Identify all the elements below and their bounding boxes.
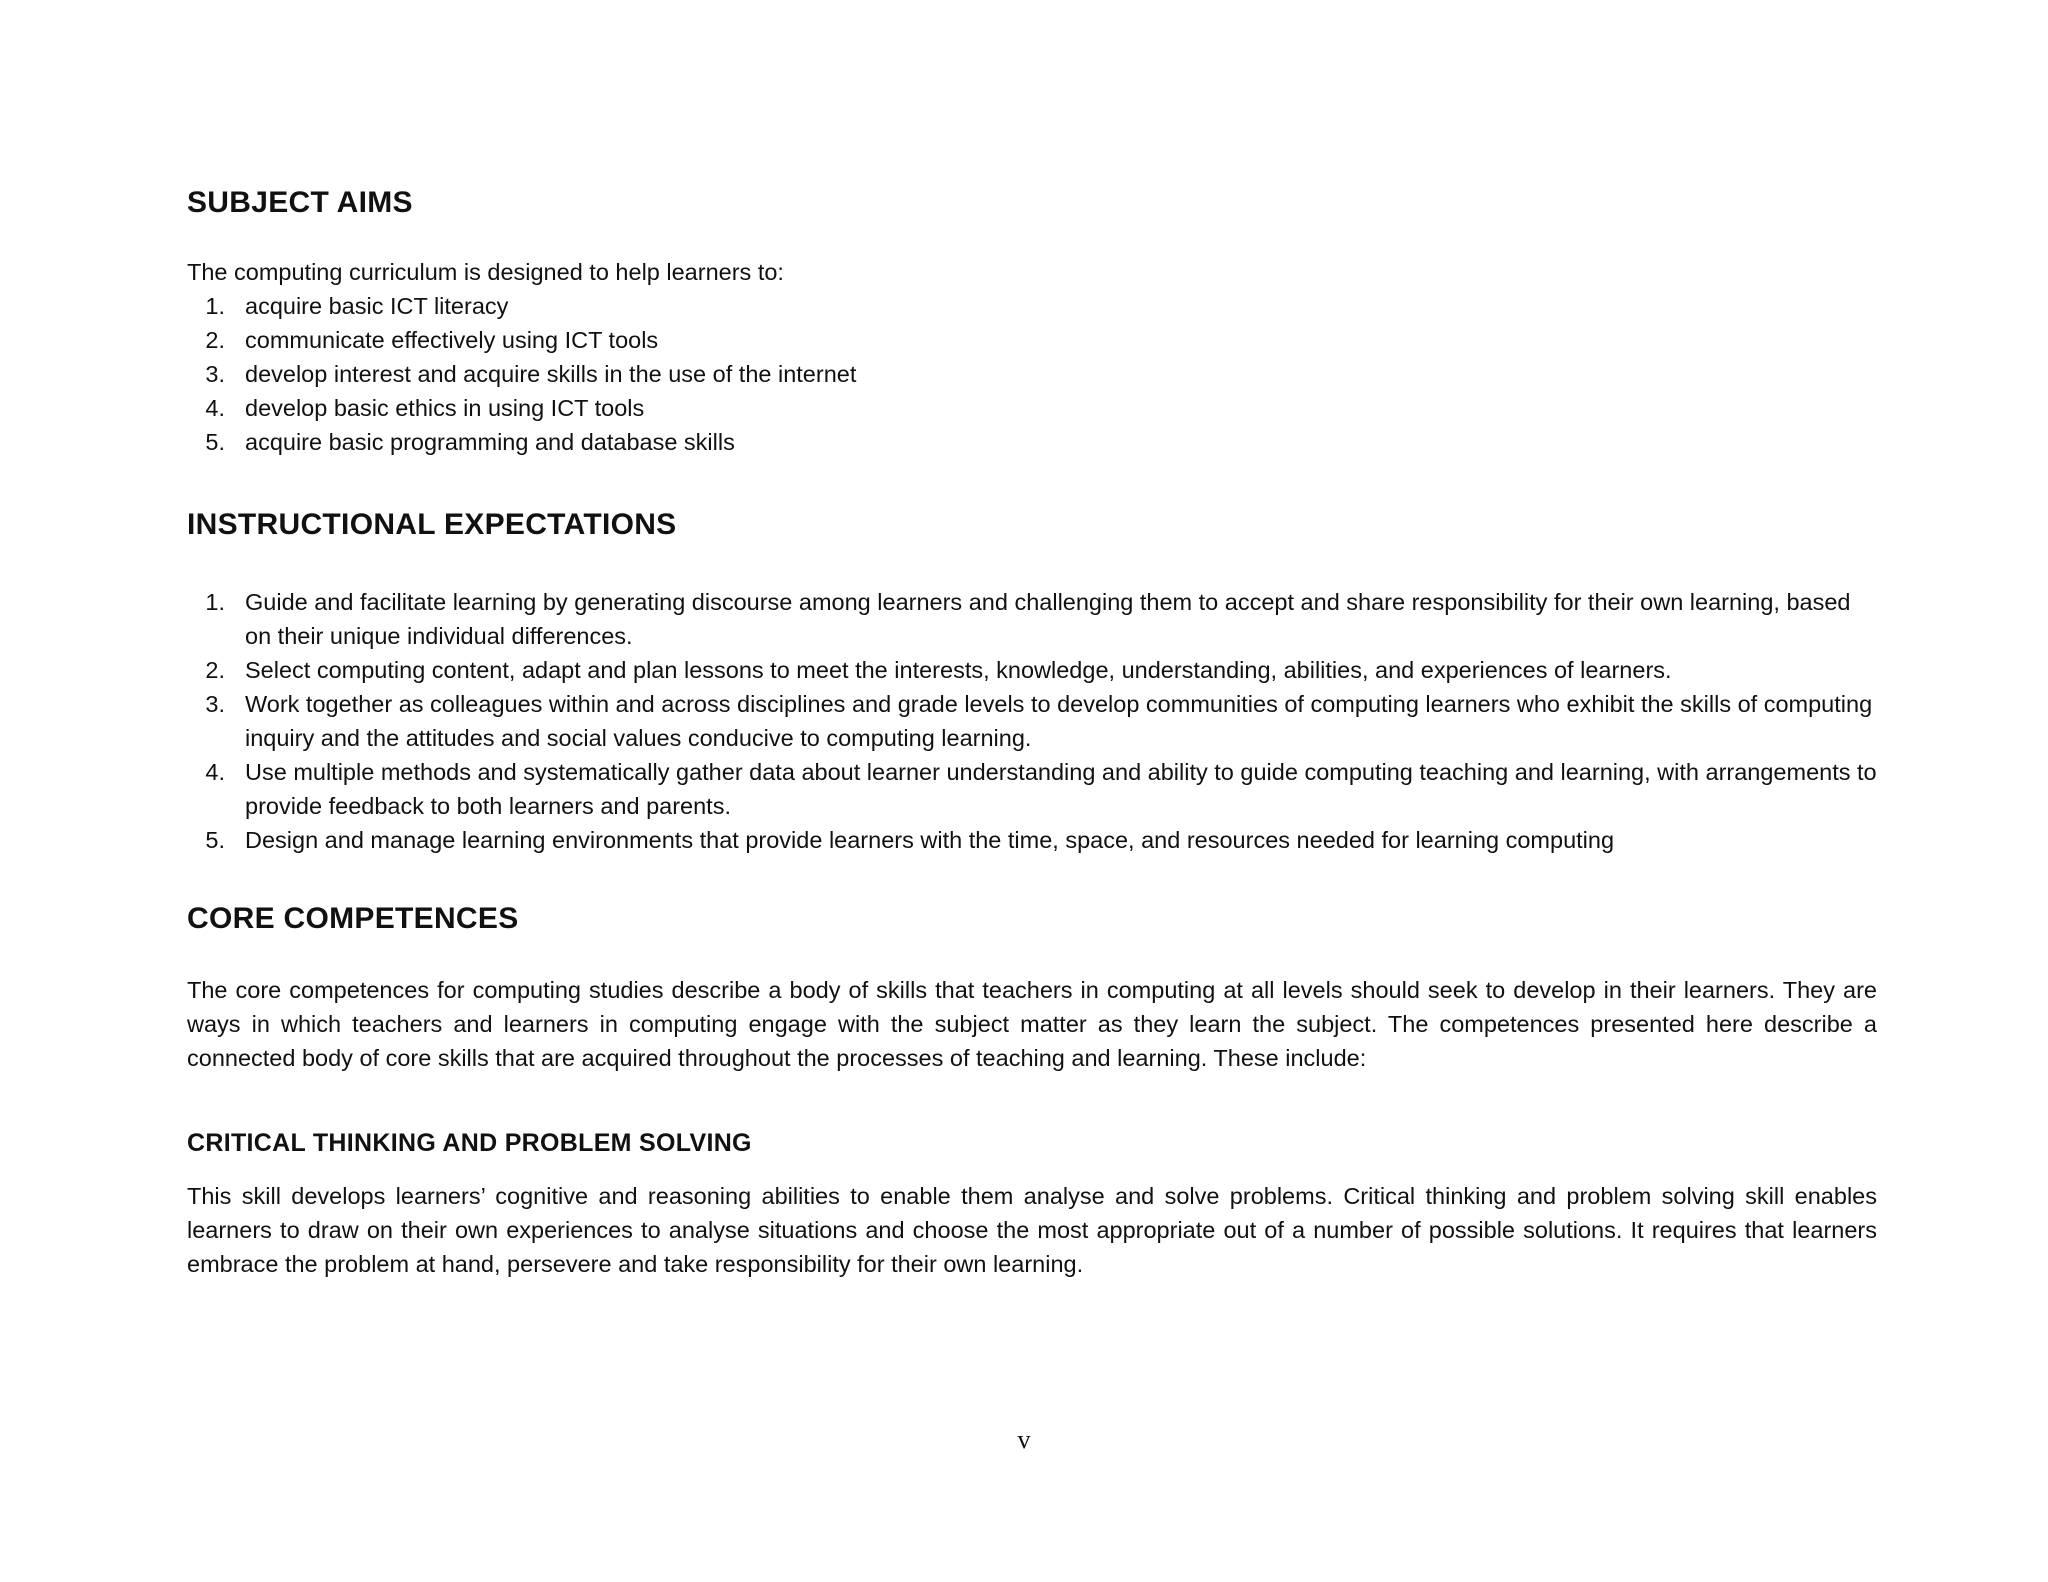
list-item bbox=[187, 653, 1877, 687]
list-item-text: acquire basic ICT literacy bbox=[245, 293, 509, 319]
list-number: 1. bbox=[205, 589, 225, 615]
list-item-text: communicate effectively using ICT tools bbox=[245, 327, 659, 353]
subject-aims-intro: The computing curriculum is designed to help learners to: bbox=[187, 259, 784, 285]
list-item-text: Work together as colleagues within and across disciplines and grade levels to develop communities of computing learners who exhibit the skills of computing inquiry and the attitudes and social values conducive to computing learning. bbox=[245, 691, 1873, 751]
list-number: 2. bbox=[205, 657, 225, 683]
critical-thinking-heading: CRITICAL THINKING AND PROBLEM SOLVING bbox=[187, 1129, 752, 1157]
list-item bbox=[187, 391, 1877, 425]
list-item-text: develop basic ethics in using ICT tools bbox=[245, 395, 645, 421]
list-item bbox=[187, 823, 1877, 857]
list-item bbox=[187, 687, 1877, 755]
list-number: 3. bbox=[205, 691, 225, 717]
list-item bbox=[187, 755, 1877, 823]
list-number: 3. bbox=[205, 361, 225, 387]
list-item-text: develop interest and acquire skills in the use of the internet bbox=[245, 361, 857, 387]
list-item bbox=[187, 323, 1877, 357]
instructional-expectations-heading: INSTRUCTIONAL EXPECTATIONS bbox=[187, 508, 677, 541]
subject-aims-list bbox=[187, 289, 1877, 459]
instructional-expectations-list bbox=[187, 585, 1877, 857]
document-page bbox=[187, 185, 1877, 1281]
page-number: v bbox=[1017, 1425, 1031, 1454]
core-competences-heading: CORE COMPETENCES bbox=[187, 902, 519, 935]
list-number: 4. bbox=[205, 759, 225, 785]
list-item-text: acquire basic programming and database skills bbox=[245, 429, 735, 455]
list-number: 5. bbox=[205, 429, 225, 455]
list-item-text: Use multiple methods and systematically gather data about learner understanding and ability to guide computing teaching and learning, with arrangements to provide feedback to both learners and parents. bbox=[245, 759, 1877, 819]
list-item bbox=[187, 425, 1877, 459]
list-item bbox=[187, 289, 1877, 323]
list-item-text: Select computing content, adapt and plan lessons to meet the interests, knowledge, understanding, abilities, and experiences of learners. bbox=[245, 657, 1672, 683]
list-item-text: Guide and facilitate learning by generating discourse among learners and challenging them to accept and share responsibility for their own learning, based on their unique individual differences. bbox=[245, 589, 1851, 649]
list-number: 5. bbox=[205, 827, 225, 853]
critical-thinking-paragraph: This skill develops learners’ cognitive and reasoning abilities to enable them analyse and solve problems. Critical thinking and problem solving skill enables learners to draw on their own experiences to analyse situations and choose the most appropriate out of a number of possible solutions. It requires that learners embrace the problem at hand, persevere and take responsibility for their own learning. bbox=[187, 1183, 1877, 1277]
list-item bbox=[187, 585, 1877, 653]
list-number: 1. bbox=[205, 293, 225, 319]
list-number: 2. bbox=[205, 327, 225, 353]
list-number: 4. bbox=[205, 395, 225, 421]
subject-aims-heading: SUBJECT AIMS bbox=[187, 186, 413, 219]
list-item-text: Design and manage learning environments that provide learners with the time, space, and resources needed for learning computing bbox=[245, 827, 1615, 853]
core-competences-paragraph: The core competences for computing studies describe a body of skills that teachers in computing at all levels should seek to develop in their learners. They are ways in which teachers and learners in computing engage with the subject matter as they learn the subject. The competences presented here describe a connected body of core skills that are acquired throughout the processes of teaching and learning. These include: bbox=[187, 977, 1877, 1071]
list-item bbox=[187, 357, 1877, 391]
